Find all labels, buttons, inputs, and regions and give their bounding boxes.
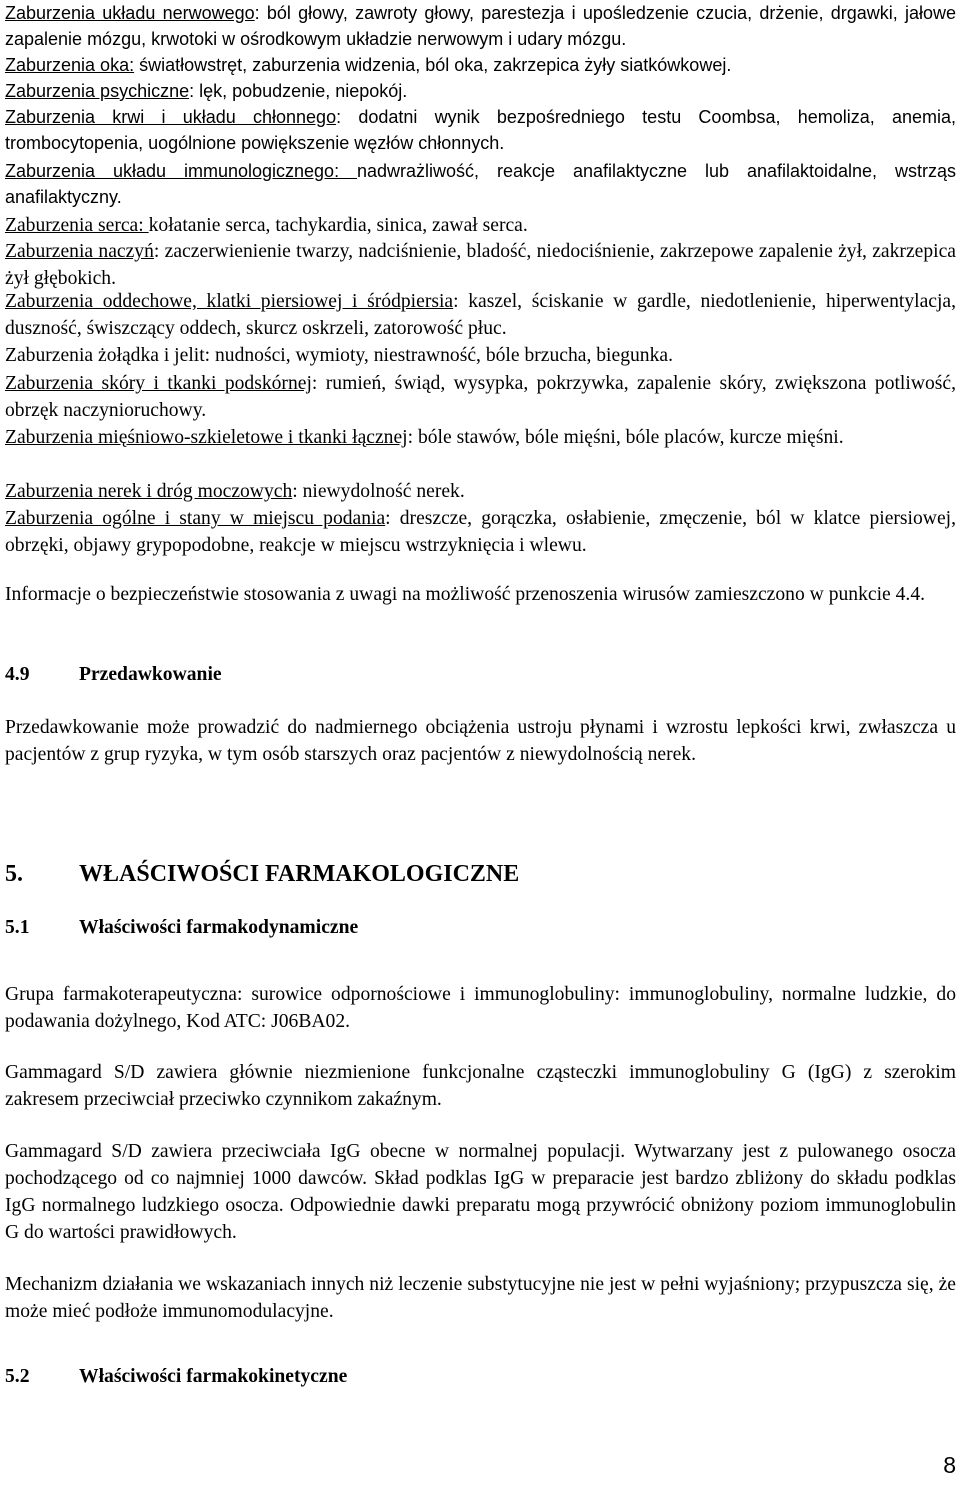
ae-heart	[5, 212, 956, 239]
heading-5-1-number: 5.1	[5, 917, 30, 938]
ae-vessels-label: Zaburzenia naczyń	[5, 241, 154, 262]
ae-psych	[5, 78, 956, 104]
ae-blood	[5, 104, 956, 156]
ae-general	[5, 505, 956, 559]
ae-renal-text: : niewydolność nerek.	[292, 481, 465, 502]
ae-immune	[5, 158, 956, 210]
heading-4-9-title: Przedawkowanie	[79, 664, 222, 685]
ae-gi-text: Zaburzenia żołądka i jelit: nudności, wymioty, niestrawność, bóle brzucha, biegunka.	[5, 345, 673, 366]
ae-blood-label: Zaburzenia krwi i układu chłonnego	[5, 107, 337, 127]
ae-psych-label: Zaburzenia psychiczne	[5, 81, 190, 101]
ae-heart-text: kołatanie serca, tachykardia, sinica, zawał serca.	[148, 215, 528, 236]
heading-5-number: 5.	[5, 861, 23, 887]
ae-resp-text: : kaszel, ściskanie w gardle, niedotlenienie, hiperwentylacja, duszność, świszczący oddech, skurcz oskrzeli, zatorowość płuc.	[5, 291, 956, 339]
heading-5	[5, 859, 519, 889]
ae-heart-label: Zaburzenia serca:	[5, 215, 149, 236]
ae-immune-label: Zaburzenia układu immunologicznego:	[5, 161, 358, 181]
heading-4-9-number: 4.9	[5, 664, 30, 685]
pd-paragraph-4: Mechanizm działania we wskazaniach innych niż leczenie substytucyjne nie jest w pełni wyjaśniony; przypuszcza się, że może mieć podłoże immunomodulacyjne.	[5, 1274, 956, 1322]
heading-4-9	[5, 662, 222, 688]
overdose-paragraph: Przedawkowanie może prowadzić do nadmiernego obciążenia ustroju płynami i wzrostu lepkości krwi, zwłaszcza u pacjentów z grup ryzyka, w tym osób starszych oraz pacjentów z niewydolnością nerek.	[5, 717, 956, 765]
ae-general-text: : dreszcze, gorączka, osłabienie, zmęczenie, ból w klatce piersiowej, obrzęki, objawy grypopodobne, reakcje w miejscu wstrzyknięcia i wlewu.	[5, 508, 956, 556]
ae-vessels-text: : zaczerwienienie twarzy, nadciśnienie, bladość, niedociśnienie, zakrzepowe zapalenie żył, zakrzepica żył głębokich.	[5, 241, 956, 289]
pd-paragraph-3: Gammagard S/D zawiera przeciwciała IgG obecne w normalnej populacji. Wytwarzany jest z pulowanego osocza pochodzącego od co najmniej 1000 dawców. Skład podklas IgG w preparacie jest bardzo zbliżony do składu podklas IgG normalnego ludzkiego osocza. Odpowiednie dawki preparatu mogą przywrócić obniżony poziom immunoglobulin G do wartości prawidłowych.	[5, 1141, 956, 1243]
safety-note: Informacje o bezpieczeństwie stosowania z uwagi na możliwość przenoszenia wirusów zamieszczono w punkcie 4.4.	[5, 584, 926, 605]
heading-5-title: WŁAŚCIWOŚCI FARMAKOLOGICZNE	[79, 861, 520, 887]
ae-resp-label: Zaburzenia oddechowe, klatki piersiowej i śródpiersia	[5, 291, 454, 312]
pd-paragraph-2: Gammagard S/D zawiera głównie niezmienione funkcjonalne cząsteczki immunoglobuliny G (IgG) z szerokim zakresem przeciwciał przeciwko czynnikom zakaźnym.	[5, 1062, 956, 1110]
ae-renal	[5, 478, 956, 505]
ae-blood-text: : dodatni wynik bezpośredniego testu Coombsa, hemoliza, anemia, trombocytopenia, uogólnione powiększenie węzłów chłonnych.	[5, 107, 956, 153]
ae-eye-text: światłowstręt, zaburzenia widzenia, ból oka, zakrzepica żyły siatkówkowej.	[134, 55, 732, 75]
heading-5-1	[5, 915, 358, 941]
heading-5-2-title: Właściwości farmakokinetyczne	[79, 1366, 348, 1387]
ae-renal-label: Zaburzenia nerek i dróg moczowych	[5, 481, 293, 502]
ae-musc	[5, 424, 956, 451]
ae-skin	[5, 370, 956, 424]
ae-eye-label: Zaburzenia oka:	[5, 55, 135, 75]
ae-skin-label: Zaburzenia skóry i tkanki podskórnej	[5, 373, 312, 394]
ae-skin-text: : rumień, świąd, wysypka, pokrzywka, zapalenie skóry, zwiększona potliwość, obrzęk naczynioruchowy.	[5, 373, 956, 421]
ae-musc-text: : bóle stawów, bóle mięśni, bóle placów, kurcze mięśni.	[407, 427, 844, 448]
heading-5-2	[5, 1364, 347, 1390]
ae-general-label: Zaburzenia ogólne i stany w miejscu podania	[5, 508, 386, 529]
ae-immune-text: nadwrażliwość, reakcje anafilaktyczne lub anafilaktoidalne, wstrząs anafilaktyczny.	[5, 161, 956, 207]
ae-nervous-text: : ból głowy, zawroty głowy, parestezja i upośledzenie czucia, drżenie, drgawki, jałowe zapalenie mózgu, krwotoki w ośrodkowym układzie nerwowym i udary mózgu.	[5, 3, 957, 49]
pharmacotherapeutic-group: Grupa farmakoterapeutyczna: surowice odpornościowe i immunoglobuliny: immunoglobuliny, normalne ludzkie, do podawania dożylnego, Kod ATC: J06BA02.	[5, 984, 956, 1032]
ae-eye	[5, 52, 956, 78]
ae-psych-text: : lęk, pobudzenie, niepokój.	[189, 81, 408, 101]
heading-5-1-title: Właściwości farmakodynamiczne	[79, 917, 359, 938]
page-number: 8	[943, 1452, 956, 1478]
heading-5-2-number: 5.2	[5, 1366, 30, 1387]
ae-gi	[5, 342, 956, 369]
ae-nervous	[5, 0, 956, 52]
ae-resp	[5, 288, 956, 342]
ae-vessels	[5, 238, 956, 292]
ae-musc-label: Zaburzenia mięśniowo-szkieletowe i tkanki łącznej	[5, 427, 408, 448]
ae-nervous-label: Zaburzenia układu nerwowego	[5, 3, 255, 23]
